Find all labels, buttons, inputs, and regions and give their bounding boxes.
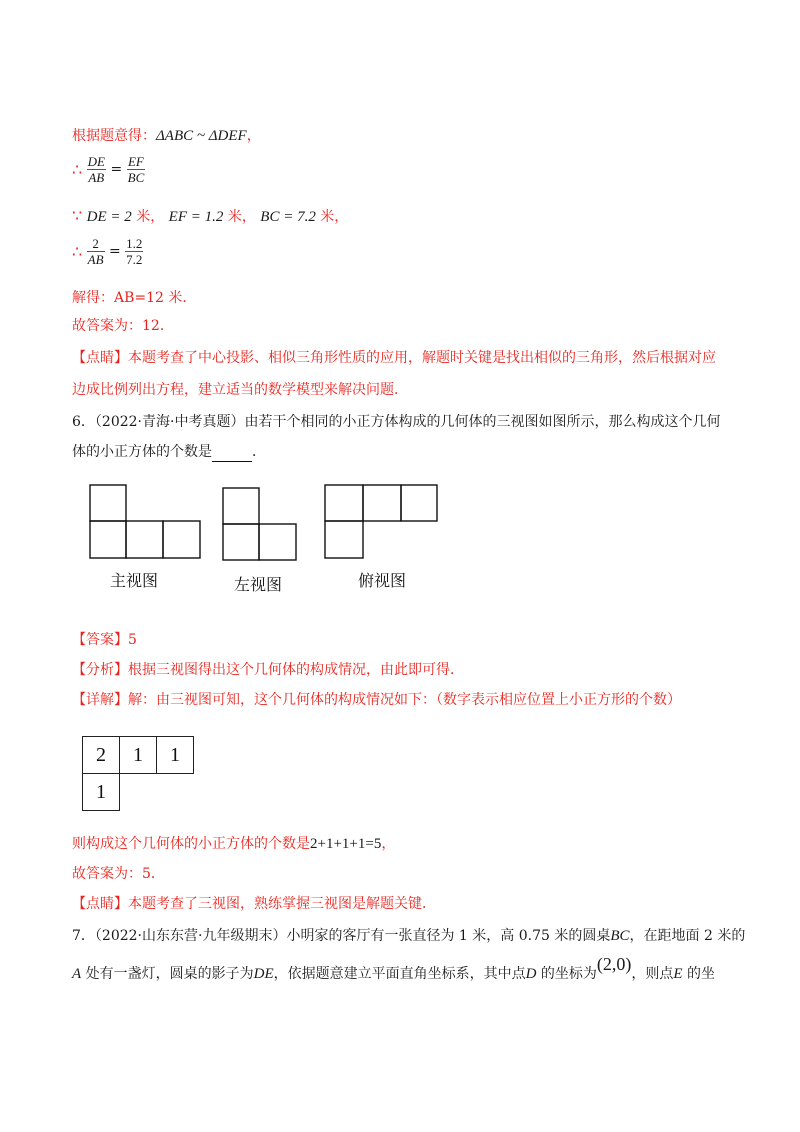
question-source: （2022·山东东营·九年级期末） <box>94 928 287 944</box>
analysis-6-line: 【分析】根据三视图得出这个几何体的构成情况，由此即可得． <box>72 662 464 678</box>
comment-tag: 【点睛】 <box>72 896 128 912</box>
because-symbol: ∵ <box>72 206 83 225</box>
answer-tag: 【答案】 <box>72 632 128 648</box>
fraction-de-ab: $\frac{DE}{AB}$ <box>87 154 105 185</box>
question-source: （2022·青海·中考真题） <box>94 414 245 430</box>
question-6-line2: 体的小正方体的个数是 ． <box>72 444 266 460</box>
answer-value: 5 <box>128 632 137 648</box>
comment-5-line1: 【点睛】本题考查了中心投影、相似三角形性质的应用，解题时关键是找出相似的三角形，然后根据对应 <box>72 350 716 366</box>
solve-line: 解得：AB=12 米． <box>72 290 197 306</box>
comment-5-line2: 边成比例列出方程，建立适当的数学模型来解决问题． <box>72 382 408 398</box>
solution-intro: 根据题意得： <box>72 128 156 144</box>
view-label-front: 主视图 <box>110 571 159 590</box>
left-view-drawing <box>223 488 296 560</box>
question-number: 7． <box>72 928 95 944</box>
comment-tag: 【点睛】 <box>72 350 128 366</box>
grid-cell: 2 <box>83 737 120 774</box>
given-ef: EF = 1.2 <box>168 209 224 225</box>
ratio-equation-1: ∴ $\frac{DE}{AB}$ = $\frac{EF}{BC}$ <box>72 154 145 185</box>
detail-tag: 【详解】 <box>72 692 128 708</box>
final-answer-6: 故答案为：5． <box>72 866 165 882</box>
question-number: 6． <box>72 414 95 430</box>
similar-triangles-math: ΔABC ~ ΔDEF <box>156 128 247 144</box>
given-de: DE = 2 <box>86 209 132 225</box>
therefore-symbol: ∴ <box>72 160 83 179</box>
answer-line-5: 故答案为：12． <box>72 318 174 334</box>
given-values-line: ∵ DE = 2 米， EF = 1.2 米， BC = 7.2 米， <box>72 206 349 225</box>
fraction-12-72: $\frac{1.2}{7.2}$ <box>126 236 143 267</box>
question-7-line1: 7．（2022·山东东营·九年级期末）小明家的客厅有一张直径为 1 米，高 0.75 米的圆桌BC，在距地面 2 米的 <box>72 928 746 944</box>
count-equation: 2+1+1+1=5 <box>310 836 382 852</box>
view-label-top: 俯视图 <box>358 571 407 590</box>
view-label-left: 左视图 <box>234 575 283 594</box>
grid-cell: 1 <box>157 737 194 774</box>
question-6-line1: 6．（2022·青海·中考真题）由若干个相同的小正方体构成的几何体的三视图如图所示，那么构成这个几何 <box>72 414 721 430</box>
solution-line-similar: 根据题意得：ΔABC ~ ΔDEF， <box>72 128 261 144</box>
fraction-ef-bc: $\frac{EF}{BC}$ <box>127 154 145 185</box>
coordinate-2-0: (2,0) <box>596 954 632 974</box>
question-7-line2: A 处有一盏灯，圆桌的影子为DE，依据题意建立平面直角坐标系，其中点D 的坐标为(2,0)，则点E 的坐 <box>72 954 716 982</box>
comment-6-line: 【点睛】本题考查了三视图，熟练掌握三视图是解题关键． <box>72 896 436 912</box>
given-bc: BC = 7.2 <box>260 209 316 225</box>
grid-cell: 1 <box>83 774 120 811</box>
grid-cell: 1 <box>120 737 157 774</box>
answer-6-line <box>72 630 137 650</box>
answer-blank <box>212 447 252 462</box>
detail-6-line: 【详解】解：由三视图可知，这个几何体的构成情况如下：（数字表示相应位置上小正方形的个数） <box>72 692 681 708</box>
fraction-2-ab: $\frac{2}{AB}$ <box>87 236 104 267</box>
three-views-figure <box>84 480 444 600</box>
count-grid <box>82 736 194 811</box>
front-view-drawing <box>90 485 200 558</box>
ratio-equation-2: ∴ $\frac{2}{AB}$ = $\frac{1.2}{7.2}$ <box>72 236 143 267</box>
top-view-drawing <box>325 485 437 558</box>
count-line: 则构成这个几何体的小正方体的个数是2+1+1+1=5， <box>72 836 396 852</box>
analysis-tag: 【分析】 <box>72 662 128 678</box>
